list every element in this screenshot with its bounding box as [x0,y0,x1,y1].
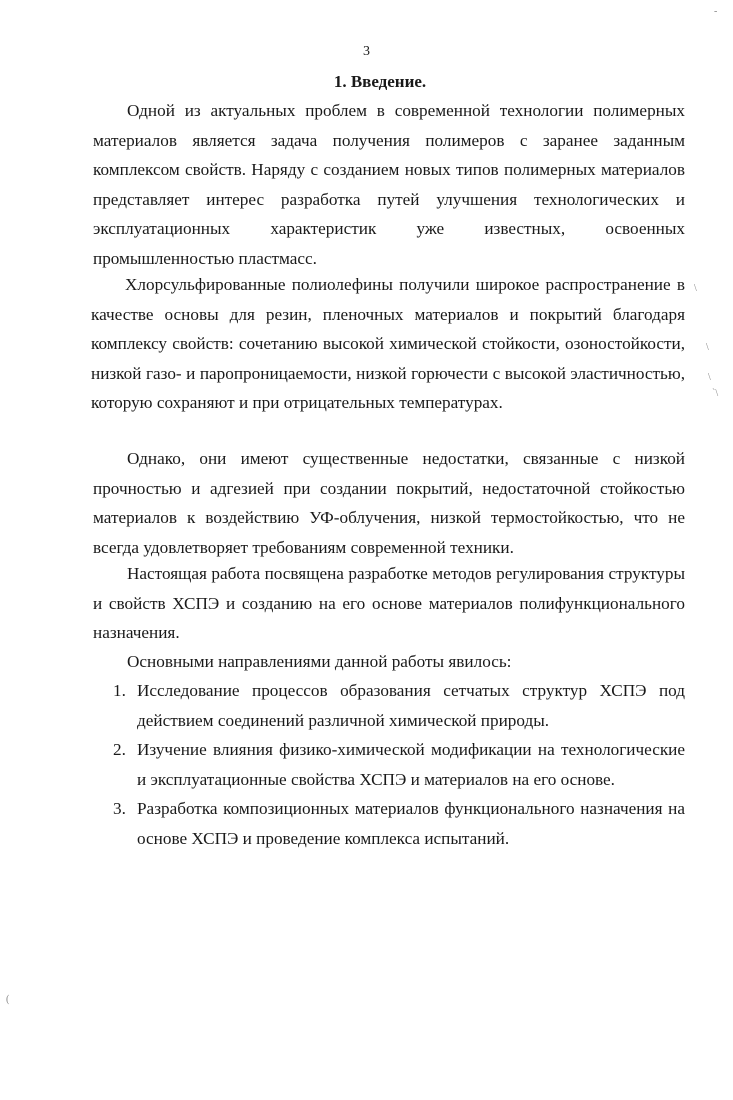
list-item-text: Разработка композиционных материалов функционального назначения на основе ХСПЭ и проведение комплекса испытаний. [137,799,685,848]
paragraph-1 [93,96,685,273]
paragraph-text: Хлорсульфированные полиолефины получили широкое распространение в качестве основы для резин, пленочных материалов и покрытий благодаря комплексу свойств: сочетанию высокой химической стойкости, озоностойкости, низкой газо- и паропроницаемости, низкой горючести с высокой эластичностью, которую сохраняют и при отрицательных температурах. [91,275,685,412]
section-heading: 1. Введение. [333,72,427,91]
paragraph-text: Одной из актуальных проблем в современной технологии полимерных материалов является задача получения полимеров с заранее заданным комплексом свойств. Наряду с созданием новых типов полимерных материалов представляет интерес разработка путей улучшения технологических и эксплуатационных характеристик уже известных, освоенных промышленностью пластмасс. [93,101,685,268]
scan-artifact-mark: \ [694,283,697,294]
page-number: 3 [363,44,370,59]
scan-artifact-mark: `\ [712,388,719,399]
paragraph-text: Настоящая работа посвящена разработке методов регулирования структуры и свойств ХСПЭ и созданию на его основе материалов полифункционального назначения. [93,564,685,642]
paragraph-text: Однако, они имеют существенные недостатки, связанные с низкой прочностью и адгезией при создании покрытий, недостаточной стойкостью материалов к воздействию УФ-облучения, низкой термостойкостью, что не всегда удовлетворяет требованиям современной техники. [93,449,685,557]
scan-artifact-mark: ( [6,994,10,1005]
paragraph-text: Основными направлениями данной работы явилось: [127,652,512,671]
list-item [93,735,685,794]
paragraph-3 [93,444,685,562]
paragraph-5 [93,647,685,677]
list-item-number: 2. [113,740,126,759]
list-item [93,794,685,853]
paragraph-4 [93,559,685,648]
list-item [93,676,685,735]
paragraph-2 [91,270,685,418]
list-item-number: 1. [113,681,126,700]
scan-artifact-mark: \ [706,342,709,353]
list-item-text: Исследование процессов образования сетчатых структур ХСПЭ под действием соединений различной химической природы. [137,681,685,730]
list-item-number: 3. [113,799,126,818]
scan-artifact-mark: - [714,6,718,17]
list-item-text: Изучение влияния физико-химической модификации на технологические и эксплуатационные свойства ХСПЭ и материалов на его основе. [137,740,685,789]
scan-artifact-mark: \ [708,372,711,383]
